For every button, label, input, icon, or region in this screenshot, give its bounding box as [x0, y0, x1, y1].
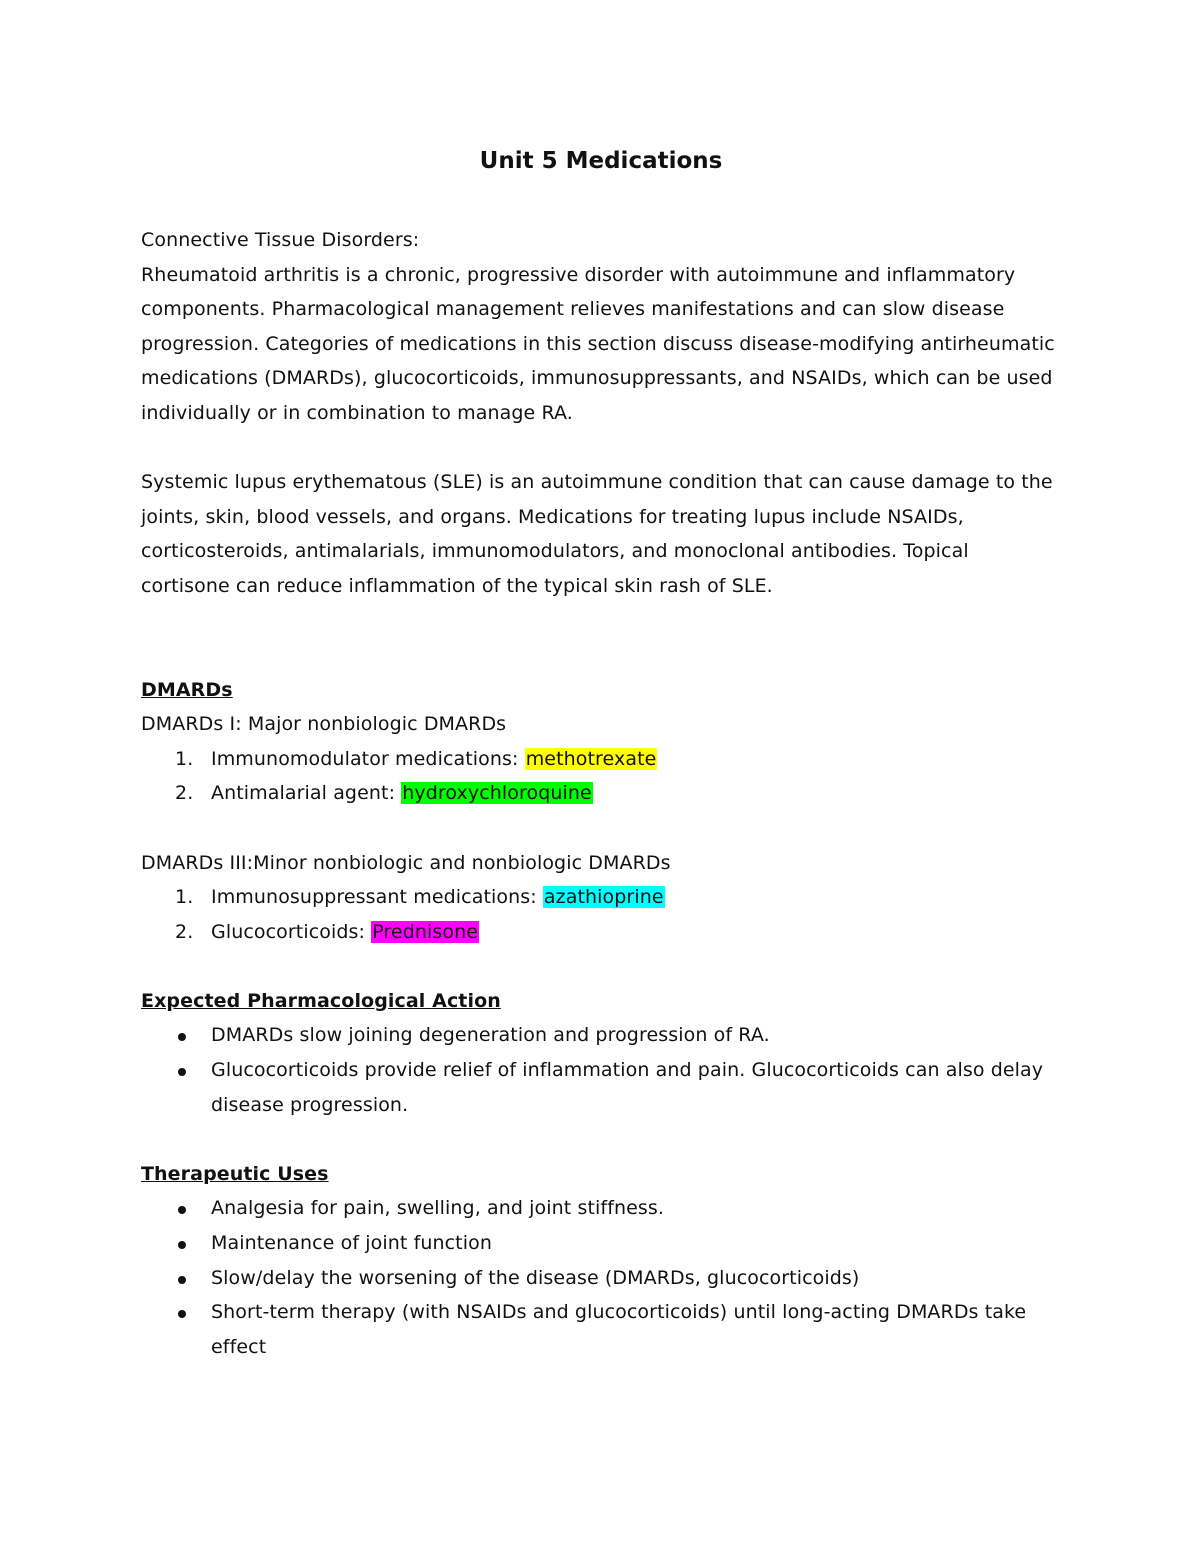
list-item-text: Glucocorticoids provide relief of inflammation and pain. Glucocorticoids can also delay disease progression. — [211, 1059, 1044, 1116]
drug-name-highlight: Prednisone — [372, 920, 479, 943]
dmards-group2-title: DMARDs III:Minor nonbiologic and nonbiologic DMARDs — [141, 851, 671, 874]
list-item — [141, 915, 1061, 950]
list-item — [141, 1295, 1061, 1364]
therapeutic-uses-list — [141, 1191, 1061, 1364]
expected-action-heading: Expected Pharmacological Action — [141, 989, 501, 1012]
intro-paragraph-ra: Rheumatoid arthritis is a chronic, progressive disorder with autoimmune and inflammatory components. Pharmacological management relieves manifestations and can slow disease progression. Categories of medications in this section discuss disease-modifying antirheumatic medications (DMARDs), glucocorticoids, immunosuppressants, and NSAIDs, which can be used individually or in combination to manage RA. — [141, 263, 1055, 424]
list-number: 1. — [175, 747, 194, 770]
drug-category-label: Immunomodulator medications: — [211, 747, 519, 770]
list-item-text: Short-term therapy (with NSAIDs and glucocorticoids) until long-acting DMARDs take effect — [211, 1301, 1027, 1358]
list-item-text: Maintenance of joint function — [211, 1232, 492, 1255]
list-item — [141, 880, 1061, 915]
document-page — [141, 143, 1061, 1364]
drug-category-label: Immunosuppressant medications: — [211, 886, 537, 909]
bullet-icon — [178, 1033, 186, 1041]
list-number: 2. — [175, 782, 194, 805]
intro-heading: Connective Tissue Disorders: — [141, 229, 420, 251]
bullet-icon — [178, 1276, 186, 1284]
bullet-icon — [178, 1310, 186, 1318]
list-item-text: Slow/delay the worsening of the disease (DMARDs, glucocorticoids) — [211, 1266, 860, 1289]
therapeutic-uses-heading: Therapeutic Uses — [141, 1162, 329, 1185]
list-item-text: Analgesia for pain, swelling, and joint stiffness. — [211, 1197, 665, 1220]
drug-category-label: Glucocorticoids: — [211, 920, 366, 943]
list-item — [141, 1226, 1061, 1261]
list-number: 1. — [175, 886, 194, 909]
dmards-group1-title: DMARDs I: Major nonbiologic DMARDs — [141, 713, 507, 736]
drug-name-highlight: methotrexate — [525, 747, 657, 770]
bullet-icon — [178, 1241, 186, 1249]
list-item — [141, 1261, 1061, 1296]
drug-name-highlight: hydroxychloroquine — [402, 782, 592, 805]
list-item-text: DMARDs slow joining degeneration and progression of RA. — [211, 1024, 770, 1047]
list-item — [141, 1191, 1061, 1226]
intro-paragraph-sle: Systemic lupus erythematous (SLE) is an autoimmune condition that can cause damage to the joints, skin, blood vessels, and organs. Medications for treating lupus include NSAIDs, corticosteroids, antimalarials, immunomodulators, and monoclonal antibodies. Topical cortisone can reduce inflammation of the typical skin rash of SLE. — [141, 471, 1053, 597]
list-item — [141, 742, 1061, 777]
drug-category-label: Antimalarial agent: — [211, 782, 396, 805]
list-item — [141, 776, 1061, 811]
dmards-group2-list — [141, 880, 1061, 949]
dmards-group1-list — [141, 742, 1061, 811]
list-item — [141, 1053, 1061, 1122]
expected-action-list — [141, 1018, 1061, 1122]
bullet-icon — [178, 1068, 186, 1076]
list-item — [141, 1018, 1061, 1053]
document-title: Unit 5 Medications — [479, 148, 723, 174]
drug-name-highlight: azathioprine — [543, 886, 664, 909]
document-body — [141, 223, 1061, 1364]
dmards-heading: DMARDs — [141, 678, 233, 701]
list-number: 2. — [175, 920, 194, 943]
bullet-icon — [178, 1206, 186, 1214]
